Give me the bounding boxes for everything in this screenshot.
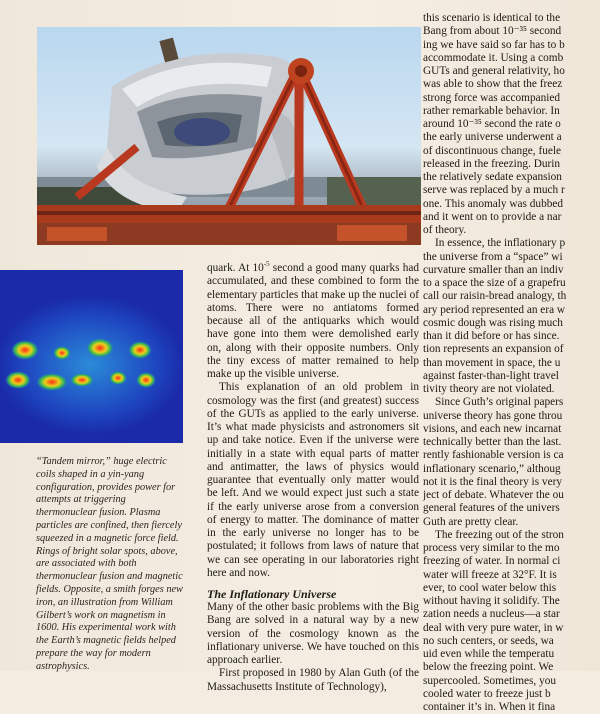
heat-spots-illustration	[0, 270, 183, 443]
paragraph: First proposed in 1980 by Alan Guth (of the Massachusetts Institute of Technology),	[207, 667, 419, 693]
text-line: than movement in space, the u	[423, 356, 561, 369]
text-line: GUTs and general relativity, ho	[423, 65, 565, 77]
middle-column	[207, 262, 419, 694]
paragraph: This explanation of an old problem in cosmology was the first (and greatest) success of the GUTs as applied to the early universe. It’s what made physicists and astronomers sit up and take notice. Even if the universe were initially in a state with equal parts of matter and antimatter, the laws of physics would guarantee that eventually only matter would be left. And we would expect just such a state if the early universe arose from a conversion of energy to matter. The dominance of matter in the early universe no longer has to be postulated; it follows from laws of nature that we can see operating in our laboratories right here and now.	[207, 381, 419, 579]
text-line: than it did before or has since.	[423, 330, 560, 342]
text-line: the early universe underwent a	[423, 131, 562, 144]
text-line: around 10⁻³⁵ second the rate o	[423, 118, 561, 130]
text-line: universe theory has gone throu	[423, 409, 563, 422]
figure-caption: “Tandem mirror,” huge electric coils shaped in a yin-yang configuration, provides power for attempts at triggering thermonuclear fusion. Plasma particles are confined, then fiercely squeezed in a magnetic force field. Rings of bright solar spots, above, are associated with both thermonuclear fusion and magnetic fields. Opposite, a smith forges new iron, an illustration from William Gilbert’s work on magnetism in 1600. His experimental work with the Earth’s magnetic fields helped prepare the way for modern astrophysics.	[36, 456, 183, 672]
tandem-mirror-photo	[37, 27, 421, 245]
text-line: not it is the final theory is very	[423, 475, 562, 488]
text-line: cooled water to freeze just b	[423, 687, 551, 700]
text-line: and it went on to provide a nar	[423, 210, 562, 223]
text-line: without having it solidify. The	[423, 595, 560, 607]
text-line: to a space the size of a grapefru	[423, 277, 566, 289]
text-line: container it’s in. When it fina	[423, 701, 556, 713]
text-line: inflationary scenario,” althoug	[423, 462, 561, 475]
text-line: strong force was accompanied	[423, 91, 561, 104]
text-line: ing we have said so far has to b	[423, 38, 565, 51]
paragraph: quark. At $10^{-5}$ second a good many quarks had accumulated, and these combined to form the elementary particles that make up the nuclei of atoms. There were no antiatoms formed because all of the antiquarks which would have gone into them were demolished early on, along with their opposite numbers. Only the tiny excess of matter remained to help make up the visible universe.	[207, 260, 420, 380]
text-line: serve was replaced by a much r	[423, 184, 565, 197]
magnetic-field-image	[0, 270, 183, 443]
text-line: visions, and each new incarnat	[423, 422, 562, 435]
text-line: one. This anomaly was dubbed	[423, 197, 564, 210]
text-line: supercooled. Sometimes, you	[423, 674, 557, 687]
text-line: rently fashionable version is ca	[423, 449, 564, 462]
text-line: uid even while the temperatu	[423, 648, 555, 660]
text-line: the universe from a “space” wi	[423, 250, 563, 263]
text-line: this scenario is identical to the	[423, 12, 561, 24]
section-heading: The Inflationary Universe	[207, 587, 337, 601]
text-line: deal with very pure water, in w	[423, 621, 564, 634]
text-line: process very similar to the mo	[423, 542, 560, 554]
text-line: tion represents an expansion of	[423, 343, 564, 356]
text-line: Guth are pretty clear.	[423, 515, 519, 528]
text-line: water will freeze at 32°F. It is	[423, 568, 557, 581]
text-line: against faster-than-light travel	[423, 369, 559, 382]
text-line: accommodate it. Using a comb	[423, 51, 564, 64]
text-line: The freezing out of the stron	[435, 528, 564, 541]
text-line: freezing of water. In normal ci	[423, 555, 561, 568]
text-line: below the freezing point. We	[423, 661, 554, 674]
text-line: Bang from about 10⁻³⁵ second	[423, 25, 562, 38]
text-line: In essence, the inflationary p	[435, 237, 566, 250]
text-line: tivity theory are not violated.	[423, 383, 555, 395]
text-line: was able to show that the freez	[423, 78, 563, 91]
text-line: cosmic dough was rising much	[423, 316, 563, 329]
paragraph: Many of the other basic problems with the Big Bang are solved in a natural way by a new version of the cosmology known as the inflationary universe. We have touched on this approach earlier.	[207, 601, 419, 666]
text-line: zation needs a nucleus—a star	[423, 608, 560, 621]
right-column	[423, 12, 600, 714]
text-line: no such centers, or seeds, wa	[423, 634, 554, 647]
text-line: rather remarkable behavior. In	[423, 104, 560, 117]
text-line: ject of debate. Whatever the ou	[423, 489, 564, 501]
text-line: curvature smaller than an indiv	[423, 263, 564, 276]
tandem-mirror-illustration	[37, 27, 421, 245]
text-line: the relatively sedate expansion	[423, 171, 562, 183]
text-line: of theory.	[423, 224, 467, 236]
text-line: Since Guth’s original papers	[435, 396, 564, 409]
text-line: ever, to cool water below this	[423, 581, 557, 594]
text-line: released in the freezing. Durin	[423, 157, 561, 170]
text-line: of discontinuous change, fuele	[423, 144, 562, 157]
text-line: ary period represented an era w	[423, 303, 566, 316]
text-line: general features of the univers	[423, 502, 560, 515]
text-line: call our raisin-bread analogy, th	[423, 290, 567, 303]
text-line: technically better than the last.	[423, 436, 562, 448]
